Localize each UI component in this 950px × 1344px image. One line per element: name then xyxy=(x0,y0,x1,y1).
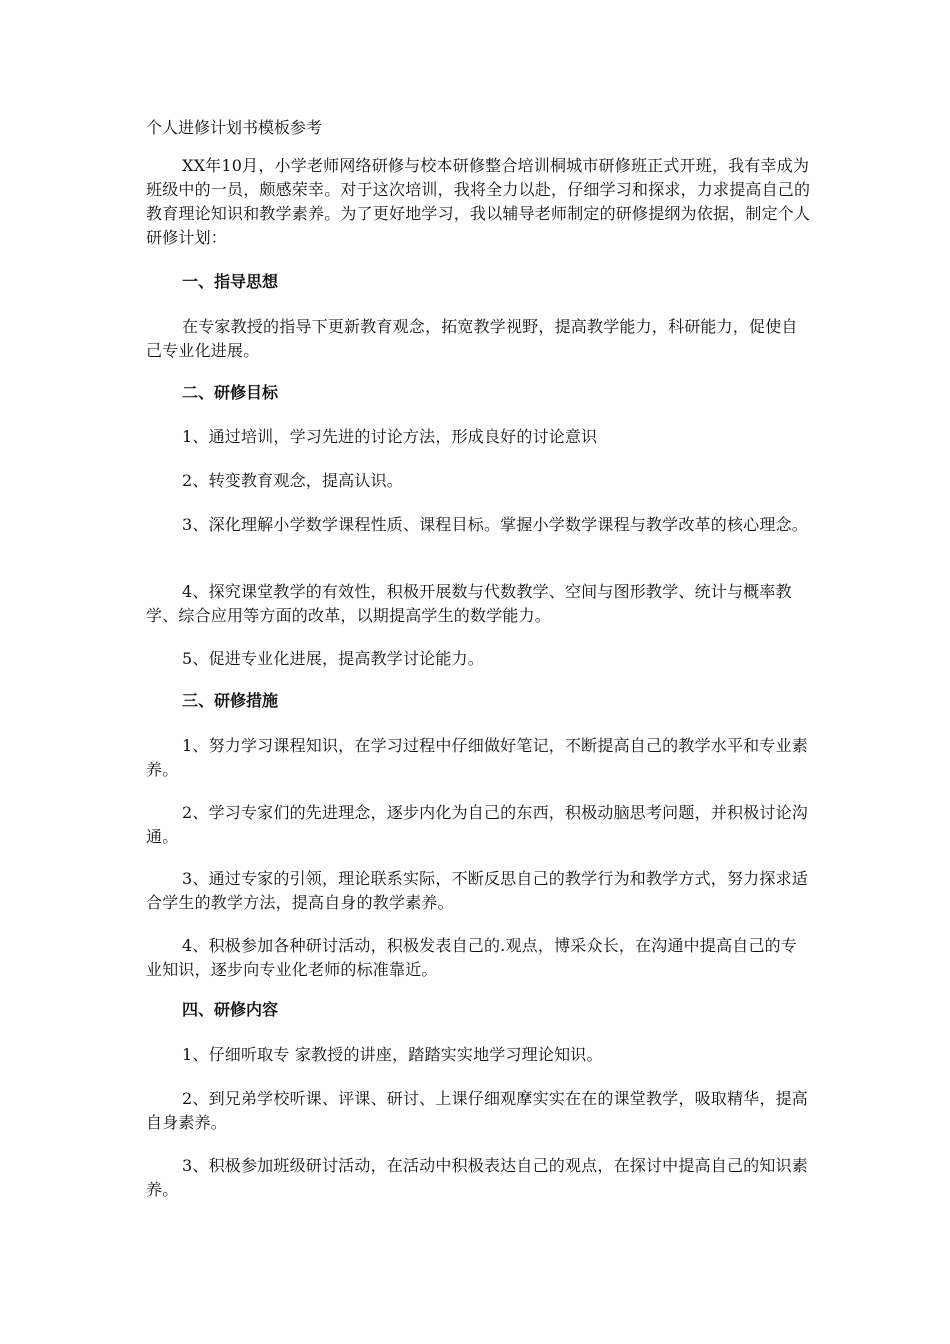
measure-item: 2、学习专家们的先进理念，逐步内化为自己的东西，积极动脑思考问题，并积极讨论沟通。 xyxy=(146,803,808,846)
goal-item: 3、深化理解小学数学课程性质、课程目标。掌握小学数学课程与教学改革的核心理念。 xyxy=(182,515,808,534)
content-item: 1、仔细听取专 家教授的讲座，踏踏实实地学习理论知识。 xyxy=(182,1045,603,1064)
goal-item: 4、探究课堂教学的有效性，积极开展数与代数教学、空间与图形教学、统计与概率教学、综合应用等方面的改革，以期提高学生的数学能力。 xyxy=(146,582,792,625)
goal-item: 1、通过培训，学习先进的讨论方法，形成良好的讨论意识 xyxy=(182,427,598,446)
content-item: 3、积极参加班级研讨活动，在活动中积极表达自己的观点，在探讨中提高自己的知识素养。 xyxy=(146,1156,808,1199)
content-item: 2、到兄弟学校听课、评课、研讨、上课仔细观摩实实在在的课堂教学，吸取精华，提高自身素养。 xyxy=(146,1089,808,1132)
measure-item: 3、通过专家的引领，理论联系实际，不断反思自己的教学行为和教学方式，努力探求适合学生的教学方法，提高自身的教学素养。 xyxy=(146,869,808,912)
guiding-ideas-paragraph: 在专家教授的指导下更新教育观念，拓宽教学视野，提高教学能力，科研能力，促使自己专业化进展。 xyxy=(146,317,798,360)
document-title: 个人进修计划书模板参考 xyxy=(146,118,323,137)
goal-item: 2、转变教育观念，提高认识。 xyxy=(182,471,403,490)
intro-paragraph: XX年10月，小学老师网络研修与校本研修整合培训桐城市研修班正式开班，我有幸成为班级中的一员，颇感荣幸。对于这次培训，我将全力以赴，仔细学习和探求，力求提高自己的教育理论知识和教学素养。为了更好地学习，我以辅导老师制定的研修提纲为依据，制定个人研修计划： xyxy=(146,156,811,247)
measure-item: 4、积极参加各种研讨活动，积极发表自己的.观点，博采众长，在沟通中提高自己的专业知识，逐步向专业化老师的标准靠近。 xyxy=(146,936,798,979)
section-heading-goals: 二、研修目标 xyxy=(182,383,279,402)
goal-item: 5、促进专业化进展，提高教学讨论能力。 xyxy=(182,649,484,668)
section-heading-measures: 三、研修措施 xyxy=(182,691,279,710)
section-heading-guiding-ideas: 一、指导思想 xyxy=(182,272,279,291)
measure-item: 1、努力学习课程知识，在学习过程中仔细做好笔记，不断提高自己的教学水平和专业素养。 xyxy=(146,736,808,779)
section-heading-content: 四、研修内容 xyxy=(182,1000,279,1019)
